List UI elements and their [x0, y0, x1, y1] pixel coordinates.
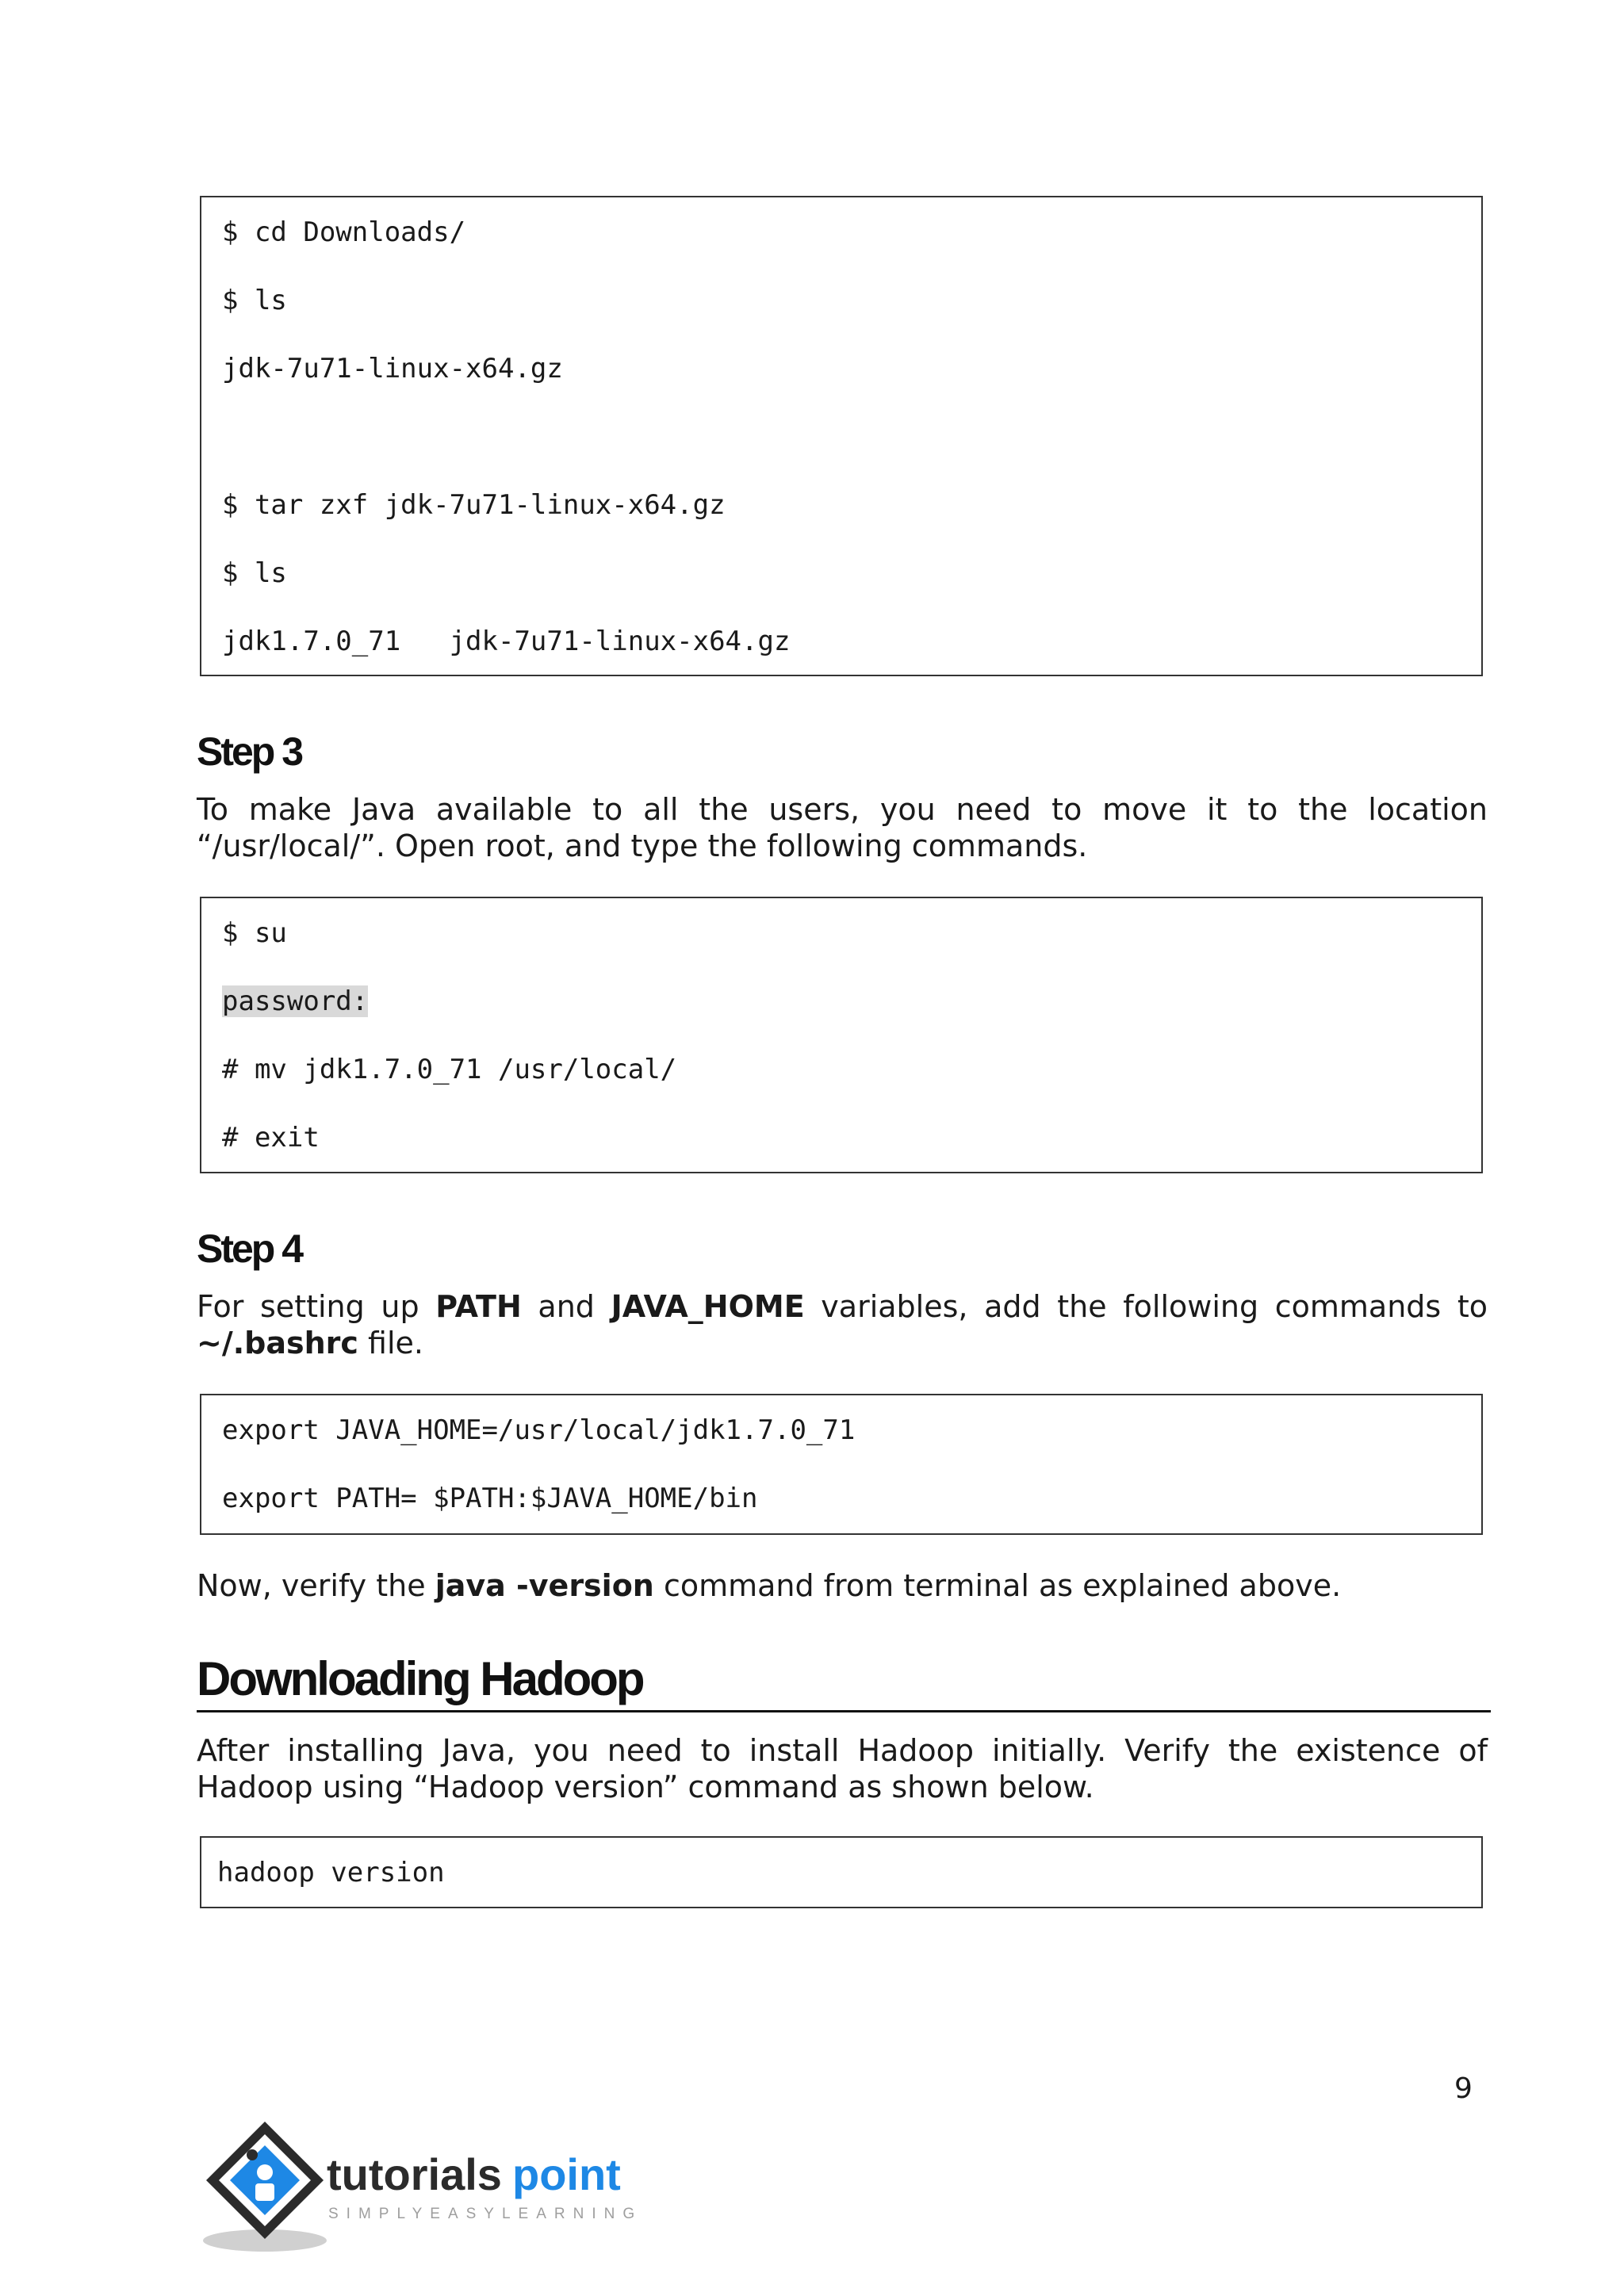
downloading-paragraph: After installing Java, you need to install Hadoop initially. Verify the existence of Hadoop using “Hadoop version” command as shown below. — [197, 1733, 1488, 1804]
code-line: export PATH= $PATH:$JAVA_HOME/bin — [222, 1483, 758, 1514]
code-block-move-jdk — [200, 897, 1483, 1173]
step-3-heading: Step 3 — [197, 729, 302, 774]
text-run: file. — [358, 1326, 423, 1360]
logo-tagline: SIMPLYEASYLEARNING — [328, 2206, 643, 2222]
text-run: and — [521, 1289, 611, 1324]
code-line: $ tar zxf jdk-7u71-linux-x64.gz — [222, 489, 726, 521]
step-4-paragraph — [197, 1288, 1488, 1361]
code-line: export JAVA_HOME=/usr/local/jdk1.7.0_71 — [222, 1414, 856, 1446]
code-line — [222, 985, 368, 1017]
logo-wordmark-tutorials: tutorials — [327, 2149, 502, 2199]
java-home-keyword: JAVA_HOME — [611, 1289, 805, 1324]
code-line: $ ls — [222, 285, 287, 316]
code-line: $ ls — [222, 557, 287, 589]
text-run: variables, add the following commands to — [804, 1289, 1488, 1324]
logo-wordmark-point: point — [512, 2149, 621, 2199]
verify-paragraph — [197, 1567, 1488, 1604]
path-keyword: PATH — [435, 1289, 522, 1324]
text-run: For setting up — [197, 1289, 436, 1324]
code-line: jdk-7u71-linux-x64.gz — [222, 353, 563, 385]
code-line: $ cd Downloads/ — [222, 216, 466, 248]
downloading-hadoop-heading: Downloading Hadoop — [197, 1652, 643, 1705]
heading-underline — [197, 1710, 1491, 1712]
password-prompt: password: — [222, 985, 369, 1017]
step-3-paragraph: To make Java available to all the users, you need to move it to the location “/usr/local/”. Open root, and type the following commands. — [197, 792, 1488, 863]
code-line: # exit — [222, 1122, 320, 1154]
tutorialspoint-logo — [195, 2114, 655, 2256]
text-run: Now, verify the — [197, 1568, 435, 1603]
code-line: $ su — [222, 917, 287, 949]
code-line: hadoop version — [217, 1857, 445, 1888]
page-number: 9 — [1454, 2072, 1473, 2105]
code-line: # mv jdk1.7.0_71 /usr/local/ — [222, 1054, 677, 1085]
code-block-export-vars — [200, 1394, 1483, 1535]
code-line: jdk1.7.0_71 jdk-7u71-linux-x64.gz — [222, 626, 791, 657]
logo-diamond-icon — [206, 2122, 324, 2239]
code-block-extract-jdk — [200, 196, 1483, 676]
java-version-command: java -version — [435, 1568, 654, 1603]
code-block-hadoop-version — [200, 1836, 1483, 1908]
bashrc-filename: ~/.bashrc — [197, 1326, 358, 1360]
step-4-heading: Step 4 — [197, 1226, 302, 1271]
text-run: command from terminal as explained above. — [653, 1568, 1342, 1603]
